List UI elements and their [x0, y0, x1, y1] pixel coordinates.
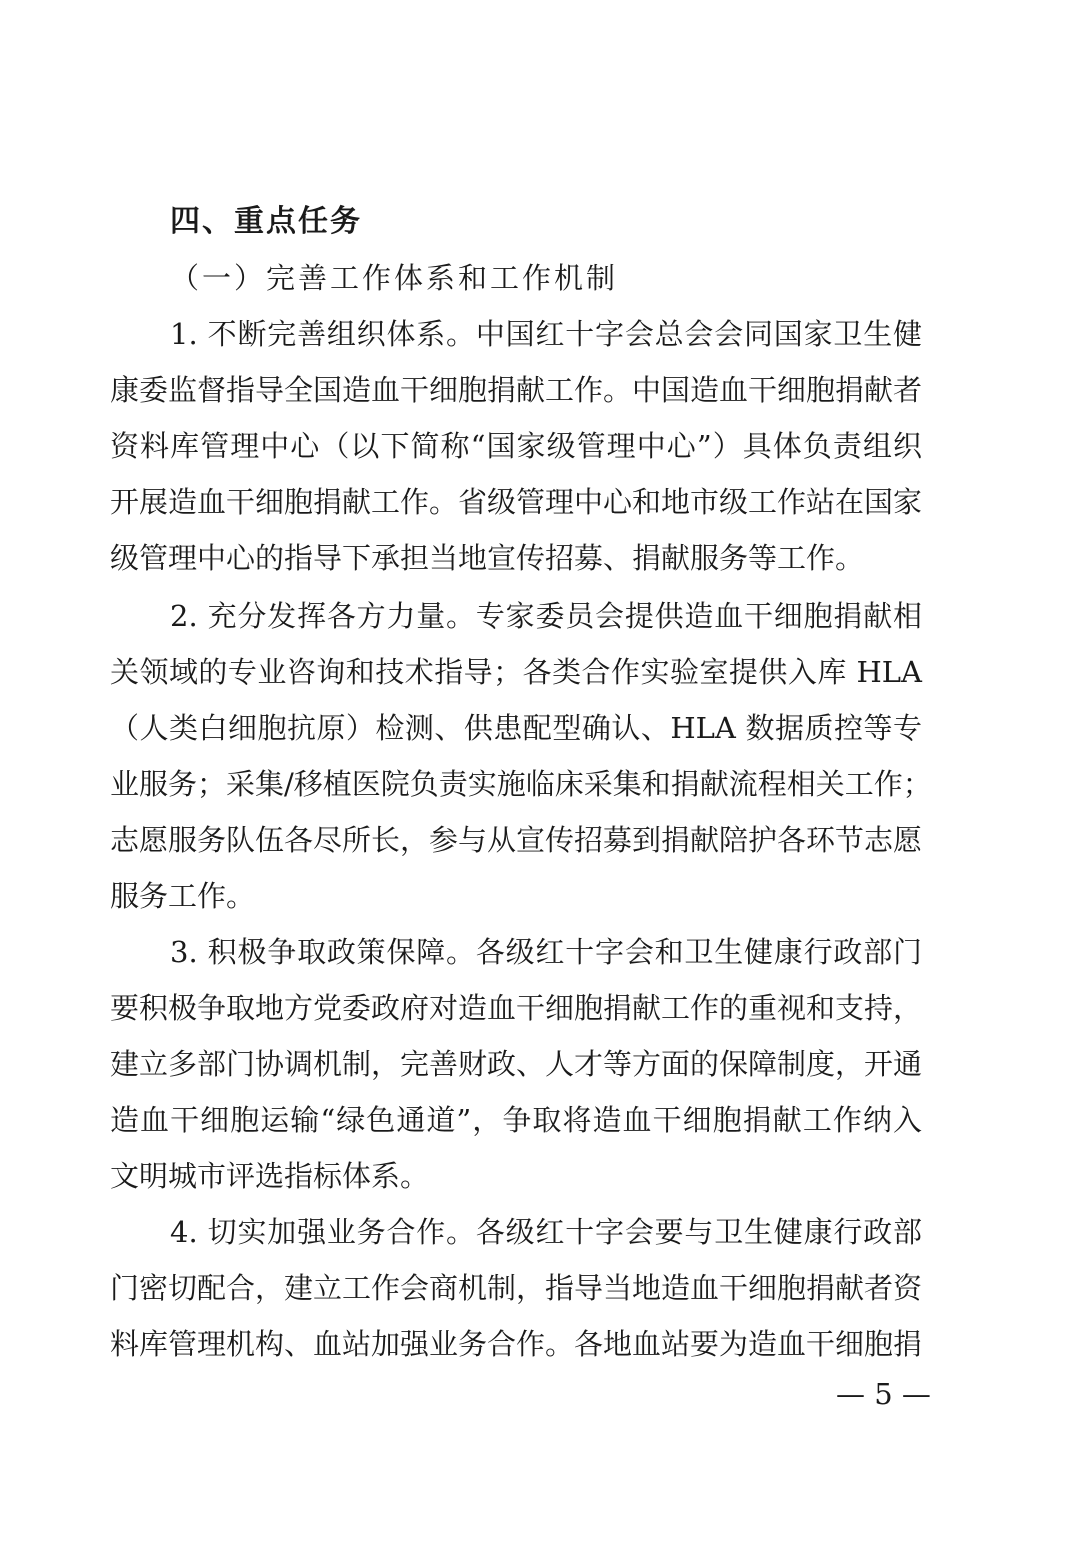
paragraph-line: 建立多部门协调机制，完善财政、人才等方面的保障制度，开通	[110, 1047, 923, 1081]
paragraph-line: 门密切配合，建立工作会商机制，指导当地造血干细胞捐献者资	[110, 1271, 923, 1305]
paragraph-line: 文明城市评选指标体系。	[110, 1159, 430, 1193]
paragraph-line: 1. 不断完善组织体系。中国红十字会总会会同国家卫生健	[170, 317, 922, 351]
section-heading: 四、重点任务	[170, 204, 362, 239]
paragraph-line: 资料库管理中心（以下简称“国家级管理中心”）具体负责组织	[110, 429, 922, 463]
paragraph-line: 造血干细胞运输“绿色通道”，争取将造血干细胞捐献工作纳入	[110, 1103, 922, 1137]
paragraph-line: 级管理中心的指导下承担当地宣传招募、捐献服务等工作。	[110, 541, 865, 575]
paragraph-line: 志愿服务队伍各尽所长，参与从宣传招募到捐献陪护各环节志愿	[110, 823, 923, 857]
paragraph-line: （人类白细胞抗原）检测、供患配型确认、HLA 数据质控等专	[110, 711, 922, 745]
paragraph-line: 关领域的专业咨询和技术指导；各类合作实验室提供入库 HLA	[110, 655, 922, 689]
paragraph-line: 3. 积极争取政策保障。各级红十字会和卫生健康行政部门	[170, 935, 922, 969]
paragraph-line: 康委监督指导全国造血干细胞捐献工作。中国造血干细胞捐献者	[110, 373, 923, 407]
paragraph-line: 开展造血干细胞捐献工作。省级管理中心和地市级工作站在国家	[110, 485, 923, 519]
paragraph-line: 2. 充分发挥各方力量。专家委员会提供造血干细胞捐献相	[170, 599, 922, 633]
paragraph-line: 业服务；采集/移植医院负责实施临床采集和捐献流程相关工作；	[110, 767, 932, 801]
paragraph-line: 料库管理机构、血站加强业务合作。各地血站要为造血干细胞捐	[110, 1327, 923, 1361]
page-number: — 5 —	[836, 1377, 931, 1411]
paragraph-line: 要积极争取地方党委政府对造血干细胞捐献工作的重视和支持，	[110, 991, 923, 1025]
paragraph-line: 4. 切实加强业务合作。各级红十字会要与卫生健康行政部	[170, 1215, 922, 1249]
paragraph-line: 服务工作。	[110, 879, 256, 913]
subsection-heading: （一）完善工作体系和工作机制	[170, 261, 619, 295]
